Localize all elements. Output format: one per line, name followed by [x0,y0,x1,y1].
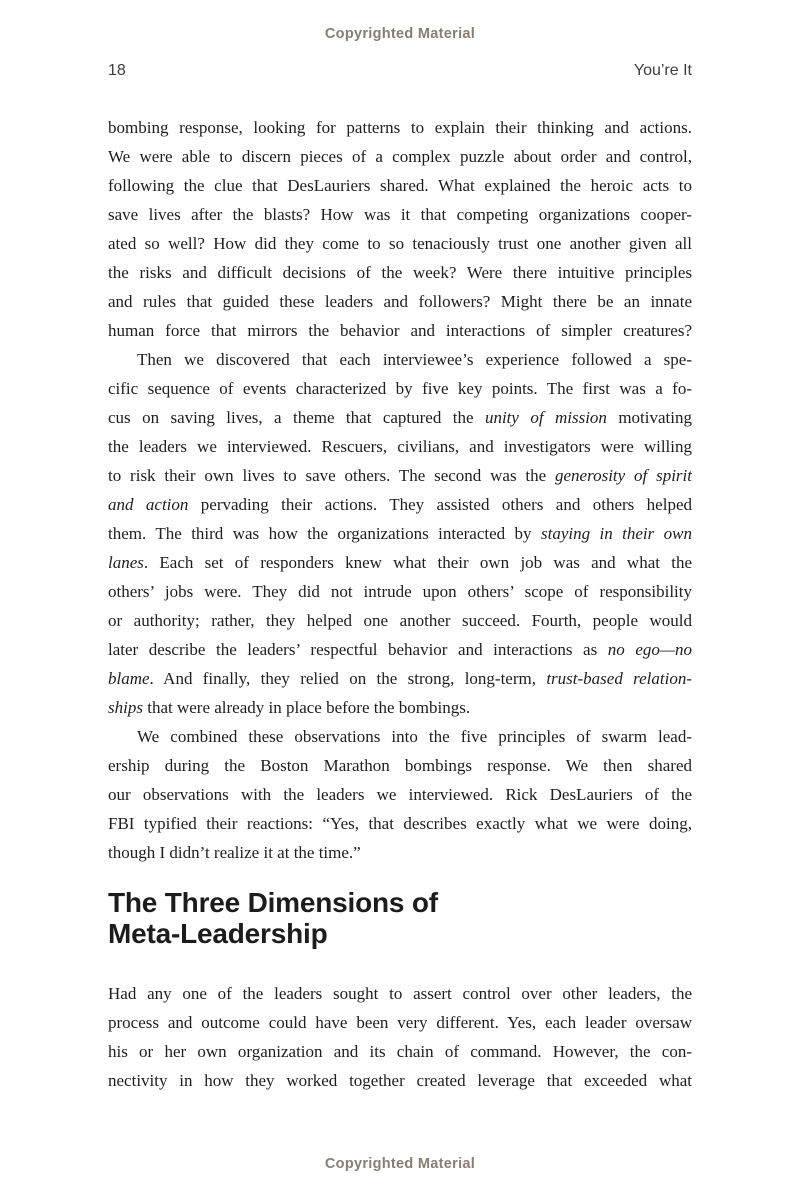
text-line [108,258,692,287]
text-line [108,113,692,142]
text-run: We combined these observations into the five principles of swarm lead- [137,727,692,746]
italic-text-run: ships [108,698,143,717]
text-line [108,548,692,577]
text-run: and rules that guided these leaders and followers? Might there be an innate [108,292,692,311]
text-run: Had any one of the leaders sought to assert control over other leaders, the [108,984,692,1003]
text-run: human force that mirrors the behavior and interactions of simpler creatures? [108,321,692,340]
text-run: the risks and difficult decisions of the week? Were there intuitive principles [108,263,692,282]
text-run: We were able to discern pieces of a complex puzzle about order and control, [108,147,692,166]
copyright-notice-top: Copyrighted Material [324,26,476,42]
italic-text-run: lanes [108,553,144,572]
text-line [108,374,692,403]
text-line [108,229,692,258]
text-line [108,142,692,171]
copyright-notice-bottom: Copyrighted Material [324,1156,476,1172]
text-run: though I didn’t realize it at the time.” [108,843,361,862]
italic-text-run: staying in their own [540,524,692,543]
text-line [108,838,692,867]
text-line [108,809,692,838]
text-run: that were already in place before the bombings. [142,698,471,717]
text-line [108,693,692,722]
text-line [108,171,692,200]
running-header [108,62,692,80]
text-run: . And finally, they relied on the strong, long-term, [149,669,547,688]
text-line [108,1066,692,1095]
text-run: cific sequence of events characterized by five key points. The first was a fo- [108,379,692,398]
italic-text-run: unity of mission [484,408,607,427]
text-run: Then we discovered that each interviewee’s experience followed a spe- [137,350,692,369]
text-line [108,345,692,374]
italic-text-run: and action [108,495,189,514]
text-run: later describe the leaders’ respectful behavior and interactions as [108,640,608,659]
section-heading [108,887,692,949]
text-run: nectivity in how they worked together created leverage that exceeded what [108,1071,692,1090]
text-line [108,979,692,1008]
text-run: ated so well? How did they come to so tenaciously trust one another given all [108,234,692,253]
text-run: bombing response, looking for patterns to explain their thinking and actions. [108,118,692,137]
text-run: them. The third was how the organizations interacted by [108,524,541,543]
text-line [108,490,692,519]
text-run: our observations with the leaders we interviewed. Rick DesLauriers of the [108,785,692,804]
text-line [108,577,692,606]
text-line [108,200,692,229]
text-line [108,635,692,664]
text-line [108,1037,692,1066]
italic-text-run: trust-based relation- [546,669,692,688]
paragraph [108,722,692,867]
page-number: 18 [108,62,126,79]
text-run: following the clue that DesLauriers shared. What explained the heroic acts to [108,176,692,195]
text-run: the leaders we interviewed. Rescuers, civilians, and investigators were willing [108,437,692,456]
section-heading-line: The Three Dimensions of [108,887,438,918]
text-run: . Each set of responders knew what their own job was and what the [143,553,692,572]
italic-text-run: generosity of spirit [555,466,692,485]
text-run: save lives after the blasts? How was it that competing organizations cooper- [108,205,692,224]
text-line [108,606,692,635]
page-body [108,113,692,1095]
text-run: FBI typified their reactions: “Yes, that describes exactly what we were doing, [108,814,692,833]
text-run: his or her own organization and its chain of command. However, the con- [108,1042,692,1061]
text-run: motivating [606,408,692,427]
text-line [108,722,692,751]
text-line [108,287,692,316]
text-run: cus on saving lives, a theme that captured the [108,408,485,427]
text-line [108,1008,692,1037]
running-title: You’re It [633,62,692,79]
text-line [108,664,692,693]
text-line [108,461,692,490]
text-run: to risk their own lives to save others. The second was the [108,466,556,485]
text-run: others’ jobs were. They did not intrude upon others’ scope of responsibility [108,582,692,601]
italic-text-run: no ego—no [607,640,692,659]
text-run: ership during the Boston Marathon bombings response. We then shared [108,756,692,775]
text-line [108,780,692,809]
section-heading-line: Meta-Leadership [108,918,328,949]
text-run: or authority; rather, they helped one another succeed. Fourth, people would [108,611,692,630]
text-run: pervading their actions. They assisted others and others helped [188,495,692,514]
italic-text-run: blame [108,669,150,688]
text-run: process and outcome could have been very different. Yes, each leader oversaw [108,1013,692,1032]
text-line [108,403,692,432]
text-line [108,316,692,345]
text-line [108,519,692,548]
text-line [108,432,692,461]
paragraph [108,345,692,722]
text-line [108,751,692,780]
paragraph [108,979,692,1095]
paragraph [108,113,692,345]
